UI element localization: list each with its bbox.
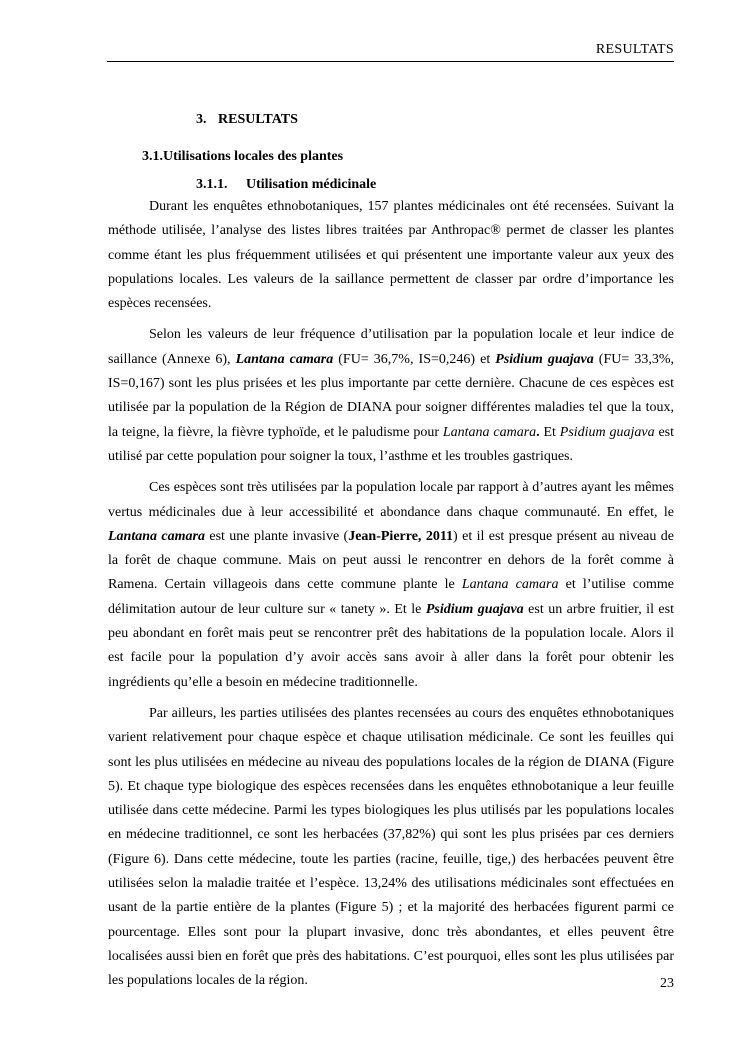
text-run: Ces espèces sont très utilisées par la population locale par rapport à d’autres ayant les mêmes vertus médicinales due à leur accessibilité et abondance dans chaque communauté. En effet, le: [108, 480, 674, 520]
emphasized-text: .: [536, 424, 544, 440]
emphasized-text: Jean-Pierre, 2011: [348, 528, 454, 544]
text-run: Selon les valeurs de leur fréquence d’utilisation par la population locale et leur indice de saillance (Annexe 6),: [108, 327, 674, 367]
text-run: Par ailleurs, les parties utilisées des plantes recensées au cours des enquêtes ethnobotaniques varient relativement pour chaque espèce et chaque utilisation médicinale. Ce sont les feuilles qui sont les plus utilisées en médecine au niveau des populations locales de la région de DIANA (Figure 5). Et chaque type biologique des espèces recensées dans les enquêtes ethnobotanique a leur feuille utilisée dans cette médecine. Parmi les types biologiques les plus utilisés par les populations locales en médecine traditionnel, ce sont les herbacées (37,82%) qui sont les plus prisées par ces derniers (Figure 6). Dans cette médecine, toute les parties (racine, feuille, tige,) des herbacées peuvent être utilisées selon la maladie traitée et l’espèce. 13,24% des utilisations médicinales sont effectuées en usant de la partie entière de la plantes (Figure 5) ; et la majorité des herbacées figurent parmi ce pourcentage. Elles sont pour la plupart invasive, donc très abondantes, et elles peuvent être localisées aussi bien en forêt que près des habitations. C’est pourquoi, elles sont les plus utilisées par les populations locales de la région.: [108, 705, 674, 989]
section-title: RESULTATS: [218, 112, 298, 127]
emphasized-text: Lantana camara: [108, 528, 205, 544]
subsubsection-number: 3.1.1.: [196, 177, 228, 192]
text-run: ) et il est presque présent au niveau de la forêt de chaque commune. Mais on peut aussi le rencontrer en dehors de la forêt comme à Ramena. Certain villageois dans cette commune plante le: [108, 528, 674, 593]
text-run: Durant les enquêtes ethnobotaniques, 157 plantes médicinales ont été recensées. Suivant la méthode utilisée, l’analyse des listes libres traitées par Anthropac® permet de classer les plantes comme étant les plus fréquemment utilisées et qui présentent une importante valeur aux yeux des populations locales. Les valeurs de la saillance permettent de classer par ordre d’importance les espèces recensées.: [108, 199, 674, 312]
subsubsection-title: Utilisation médicinale: [246, 177, 377, 192]
emphasized-text: Psidium guajava: [425, 601, 524, 617]
emphasized-text: Psidium guajava: [495, 351, 594, 367]
text-run: et l’utilise comme délimitation autour de leur culture sur « tanety ». Et le: [108, 577, 674, 617]
text-run: est un arbre fruitier, il est peu abondant en forêt mais peut se rencontrer prêt des habitations de la population locale. Alors il est facile pour la population d’y avoir accès sans avoir à aller dans la forêt pour obtenir les ingrédients qu’elle a besoin en médecine traditionnelle.: [108, 601, 674, 690]
emphasized-text: Lantana camara: [442, 424, 537, 440]
subsection-heading: 3.1.Utilisations locales des plantes: [142, 149, 344, 164]
emphasized-text: Lantana camara: [235, 351, 334, 367]
subsubsection-heading: [196, 175, 674, 195]
emphasized-text: Lantana camara: [461, 577, 559, 593]
text-run: est utilisé par cette population pour soigner la toux, l’asthme et les troubles gastriques.: [108, 424, 674, 464]
section-heading: [196, 110, 674, 130]
paragraph: [108, 702, 674, 994]
page-content: [108, 110, 674, 994]
paragraph: [108, 195, 674, 316]
paragraph: [108, 323, 674, 469]
text-run: est une plante invasive (: [204, 528, 349, 544]
section-number: 3.: [196, 112, 207, 127]
text-run: (FU= 36,7%, IS=0,246) et: [333, 351, 496, 367]
text-run: (FU= 33,3%, IS=0,167) sont les plus prisées et les plus importante par cette dernière. Chacune de ces espèces est utilisée par la population de la Région de DIANA pour soigner différentes maladies tel que la toux, la teigne, la fièvre, la fièvre typhoïde, et le paludisme pour: [108, 351, 674, 440]
header-rule: [107, 61, 674, 62]
page-number: 23: [660, 976, 674, 991]
paragraph: [108, 476, 674, 695]
text-run: Et: [543, 424, 560, 440]
emphasized-text: Psidium guajava: [559, 424, 655, 440]
running-header: RESULTATS: [595, 42, 674, 57]
